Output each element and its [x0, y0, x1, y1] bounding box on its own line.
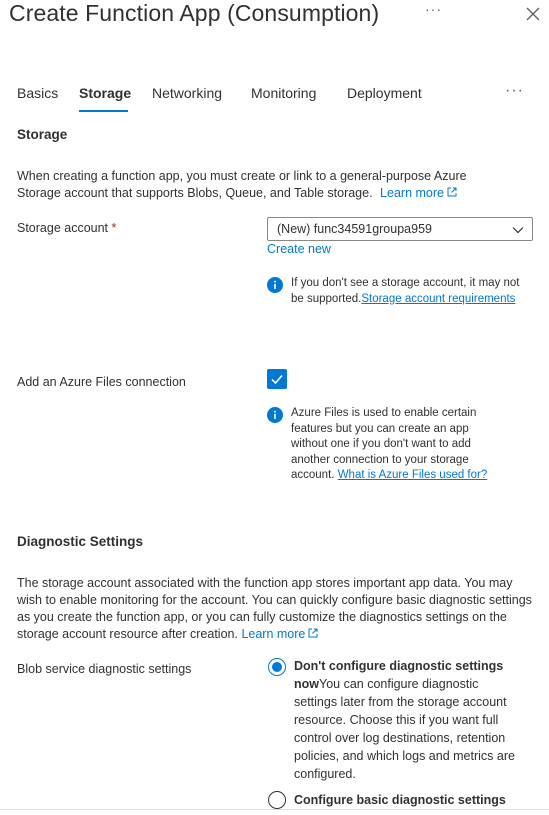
- tab-storage[interactable]: Storage: [79, 85, 132, 101]
- storage-info-text: [291, 276, 521, 307]
- diagnostics-section-title: Diagnostic Settings: [17, 534, 144, 549]
- chevron-down-icon: [512, 224, 524, 236]
- tab-basics[interactable]: Basics: [17, 85, 59, 101]
- azure-files-learn-link[interactable]: What is Azure Files used for?: [337, 469, 488, 481]
- external-link-icon: [308, 628, 318, 638]
- option-configure-basic-title: Configure basic diagnostic settings: [294, 793, 506, 807]
- tab-networking[interactable]: Networking: [152, 85, 223, 101]
- azure-files-info-message: Azure Files is used to enable certain features but you can create an app without one if you don't want to add another connection to your storage account.: [291, 407, 477, 481]
- diagnostics-learn-more-label: Learn more: [241, 627, 306, 641]
- storage-info-block: [267, 276, 520, 324]
- info-icon: [267, 407, 283, 423]
- blade-header: [0, 0, 549, 36]
- storage-learn-more-label: Learn more: [380, 186, 444, 200]
- storage-account-value: (New) func34591groupa959: [277, 222, 432, 236]
- option-dont-configure-text: [294, 657, 524, 783]
- tab-monitoring[interactable]: Monitoring: [251, 85, 317, 101]
- external-link-icon: [447, 187, 457, 197]
- azure-files-checkbox[interactable]: [267, 369, 287, 389]
- create-new-link[interactable]: Create new: [267, 242, 331, 256]
- storage-description: [17, 168, 537, 202]
- checkmark-icon: [270, 372, 284, 386]
- required-asterisk: *: [111, 221, 117, 235]
- footer-divider: [0, 809, 549, 810]
- tabs-overflow-button[interactable]: ···: [505, 82, 524, 99]
- storage-info-message: If you don't see a storage account, it may not be supported.: [291, 277, 520, 305]
- diagnostics-learn-more-link[interactable]: [241, 627, 318, 641]
- storage-description-line1: When creating a function app, you must create or link to a general-purpose Azure: [17, 169, 467, 183]
- storage-description-line2: Storage account that supports Blobs, Queue, and Table storage.: [17, 186, 373, 200]
- option-configure-basic-text: [294, 791, 524, 809]
- tab-deployment[interactable]: Deployment: [347, 85, 422, 101]
- info-icon: [267, 277, 283, 293]
- radio-dont-configure[interactable]: [268, 658, 286, 676]
- page-title: Create Function App (Consumption): [9, 0, 380, 26]
- tab-bar: [0, 82, 549, 112]
- active-tab-indicator: [79, 110, 128, 112]
- diagnostics-description: [17, 575, 537, 643]
- option-dont-configure-title: Don't configure diagnostic settings now: [294, 659, 504, 691]
- diagnostics-description-text: The storage account associated with the function app stores important app data. You may wish to enable monitoring for the account. You can quickly configure basic diagnostic settings as you create the function app, or you can fully customize the diagnostics settings on the storage account resource after creation.: [17, 576, 532, 641]
- storage-requirements-link[interactable]: Storage account requirements: [361, 292, 516, 305]
- azure-files-info-block: [267, 406, 517, 486]
- option-dont-configure-desc: You can configure diagnostic settings later from the storage account resource. Choose this if you want full control over log destinations, retention policies, and which logs and metrics are configured.: [294, 677, 515, 781]
- storage-account-dropdown[interactable]: [267, 217, 533, 241]
- storage-learn-more-link[interactable]: [380, 186, 457, 200]
- storage-account-label: [17, 221, 116, 235]
- more-options-button[interactable]: ···: [425, 1, 442, 17]
- azure-files-info-text: [291, 406, 501, 484]
- radio-configure-basic[interactable]: [268, 791, 286, 809]
- storage-account-label-text: Storage account: [17, 221, 109, 235]
- close-icon[interactable]: [525, 6, 541, 22]
- blob-diagnostics-label: Blob service diagnostic settings: [17, 662, 192, 676]
- storage-section-title: Storage: [17, 127, 68, 142]
- azure-files-label: Add an Azure Files connection: [17, 375, 186, 389]
